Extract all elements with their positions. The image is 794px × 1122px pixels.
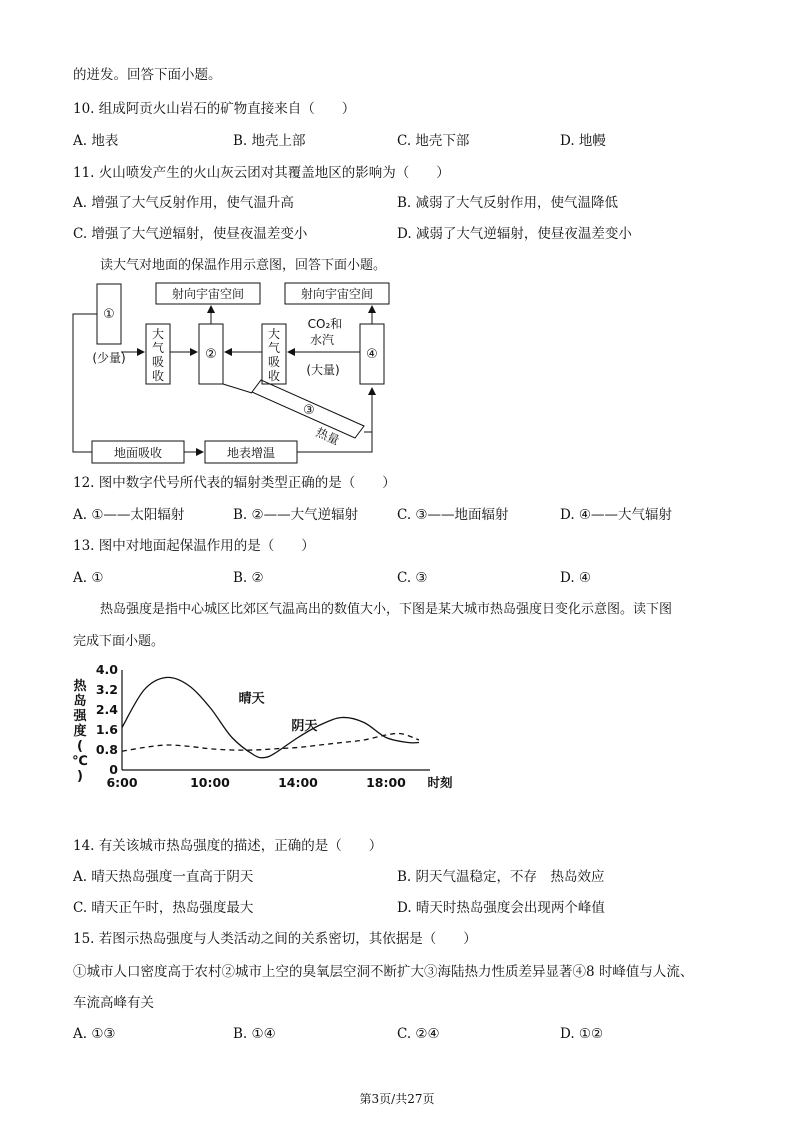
q10-stem: 10. 组成阿贡火山岩石的矿物直接来自（ ） (73, 101, 356, 117)
ground-absorb-label: 地面吸收 (113, 446, 163, 460)
y-tick-label: 4.0 (95, 662, 118, 677)
box-2-label: ② (205, 347, 217, 362)
x-tick-label: 18:00 (366, 775, 406, 790)
q13-option-c: C. ③ (397, 570, 428, 586)
q15-conditions-2: 车流高峰有关 (73, 995, 154, 1011)
q15-option-a: A. ①③ (73, 1026, 116, 1042)
q13-option-d: D. ④ (560, 570, 592, 586)
absorb-right-3: 吸 (267, 355, 281, 369)
heat-island-intro-2: 完成下面小题。 (73, 634, 165, 649)
y-axis-label-char: ℃ (72, 754, 88, 769)
absorb-left-3: 吸 (151, 355, 165, 369)
co2-label: CO₂和 (307, 317, 343, 331)
diagram-intro: 读大气对地面的保温作用示意图，回答下面小题。 (100, 258, 387, 273)
q15-conditions-1: ①城市人口密度高于农村②城市上空的臭氧层空洞不断扩大③海陆热力性质差异显著④8 时峰值与人流、 (73, 964, 694, 980)
y-tick-label: 2.4 (95, 702, 118, 717)
x-tick-label: 6:00 (106, 775, 138, 790)
y-axis-label-char: 热 (73, 679, 87, 694)
y-tick-label: 3.2 (95, 682, 118, 697)
series-label-sunny: 晴天 (238, 691, 265, 707)
box-4-label: ④ (366, 347, 378, 362)
absorb-right-1: 大 (267, 327, 281, 341)
page-footer: 第3页/共27页 (359, 1092, 435, 1106)
heat-island-chart (0, 660, 794, 800)
q15-stem: 15. 若图示热岛强度与人类活动之间的关系密切，其依据是（ ） (73, 931, 477, 947)
q10-option-d: D. 地幔 (560, 133, 606, 149)
y-tick-label: 1.6 (95, 722, 118, 737)
series-line-sunny (122, 677, 419, 757)
intro-tail: 的迸发。回答下面小题。 (73, 67, 222, 83)
q14-option-d: D. 晴天时热岛强度会出现两个峰值 (397, 900, 605, 916)
y-axis-label-char: ) (77, 769, 83, 784)
absorb-left-1: 大 (151, 327, 165, 341)
q11-option-d: D. 减弱了大气逆辐射，使昼夜温差变小 (397, 226, 632, 242)
q12-option-c: C. ③——地面辐射 (397, 507, 509, 523)
absorb-left-4: 收 (151, 369, 165, 383)
q10-option-a: A. 地表 (73, 133, 119, 149)
greenhouse-diagram (0, 0, 794, 480)
surface-warm-label: 地表增温 (226, 446, 276, 460)
q11-option-c: C. 增强了大气逆辐射，使昼夜温差变小 (73, 226, 308, 242)
y-axis-label-char: 岛 (73, 694, 87, 709)
q10-option-c: C. 地壳下部 (397, 133, 470, 149)
absorb-right-4: 收 (267, 369, 281, 383)
q12-option-d: D. ④——大气辐射 (560, 507, 673, 523)
q12-stem: 12. 图中数字代号所代表的辐射类型正确的是（ ） (73, 475, 396, 491)
box-3-label: ③ (303, 403, 315, 418)
x-axis-label: 时刻 (427, 775, 453, 790)
space-label-left: 射向宇宙空间 (171, 287, 245, 301)
q11-stem: 11. 火山喷发产生的火山灰云团对其覆盖地区的影响为（ ） (73, 165, 450, 181)
y-axis-label-char: 强 (73, 709, 87, 724)
q12-option-b: B. ②——大气逆辐射 (233, 507, 359, 523)
vapor-label: 水汽 (309, 333, 335, 347)
y-tick-label: 0 (109, 762, 118, 777)
heat-island-intro-1: 热岛强度是指中心城区比郊区气温高出的数值大小，下图是某大城市热岛强度日变化示意图。读下图 (100, 602, 673, 617)
q13-option-b: B. ② (233, 570, 264, 586)
q15-option-c: C. ②④ (397, 1026, 440, 1042)
box-1-note: (少量) (92, 351, 126, 365)
q15-option-d: D. ①② (560, 1026, 604, 1042)
series-line-cloudy (122, 733, 419, 751)
q14-stem: 14. 有关该城市热岛强度的描述，正确的是（ ） (73, 838, 383, 854)
q11-option-b: B. 减弱了大气反射作用，使气温降低 (397, 195, 619, 211)
heat-label: 热量 (313, 425, 342, 448)
q14-option-b: B. 阴天气温稳定，不存 热岛效应 (397, 869, 605, 885)
q11-option-a: A. 增强了大气反射作用，使气温升高 (73, 195, 294, 211)
y-axis-label-char: 度 (73, 724, 87, 739)
q10-option-b: B. 地壳上部 (233, 133, 306, 149)
q12-option-a: A. ①——太阳辐射 (73, 507, 185, 523)
absorb-left-2: 气 (151, 341, 165, 355)
x-tick-label: 14:00 (278, 775, 318, 790)
q13-option-a: A. ① (73, 570, 104, 586)
q15-option-b: B. ①④ (233, 1026, 276, 1042)
q13-stem: 13. 图中对地面起保温作用的是（ ） (73, 538, 315, 554)
series-label-cloudy: 阴天 (291, 719, 318, 734)
space-label-right: 射向宇宙空间 (300, 287, 374, 301)
box-1-label: ① (103, 307, 115, 322)
y-tick-label: 0.8 (95, 742, 118, 757)
x-tick-label: 10:00 (190, 775, 230, 790)
q14-option-a: A. 晴天热岛强度一直高于阴天 (73, 869, 254, 885)
q14-option-c: C. 晴天正午时，热岛强度最大 (73, 900, 254, 916)
large-note: (大量) (306, 363, 340, 377)
y-axis-label-char: ( (77, 739, 83, 754)
absorb-right-2: 气 (267, 341, 281, 355)
